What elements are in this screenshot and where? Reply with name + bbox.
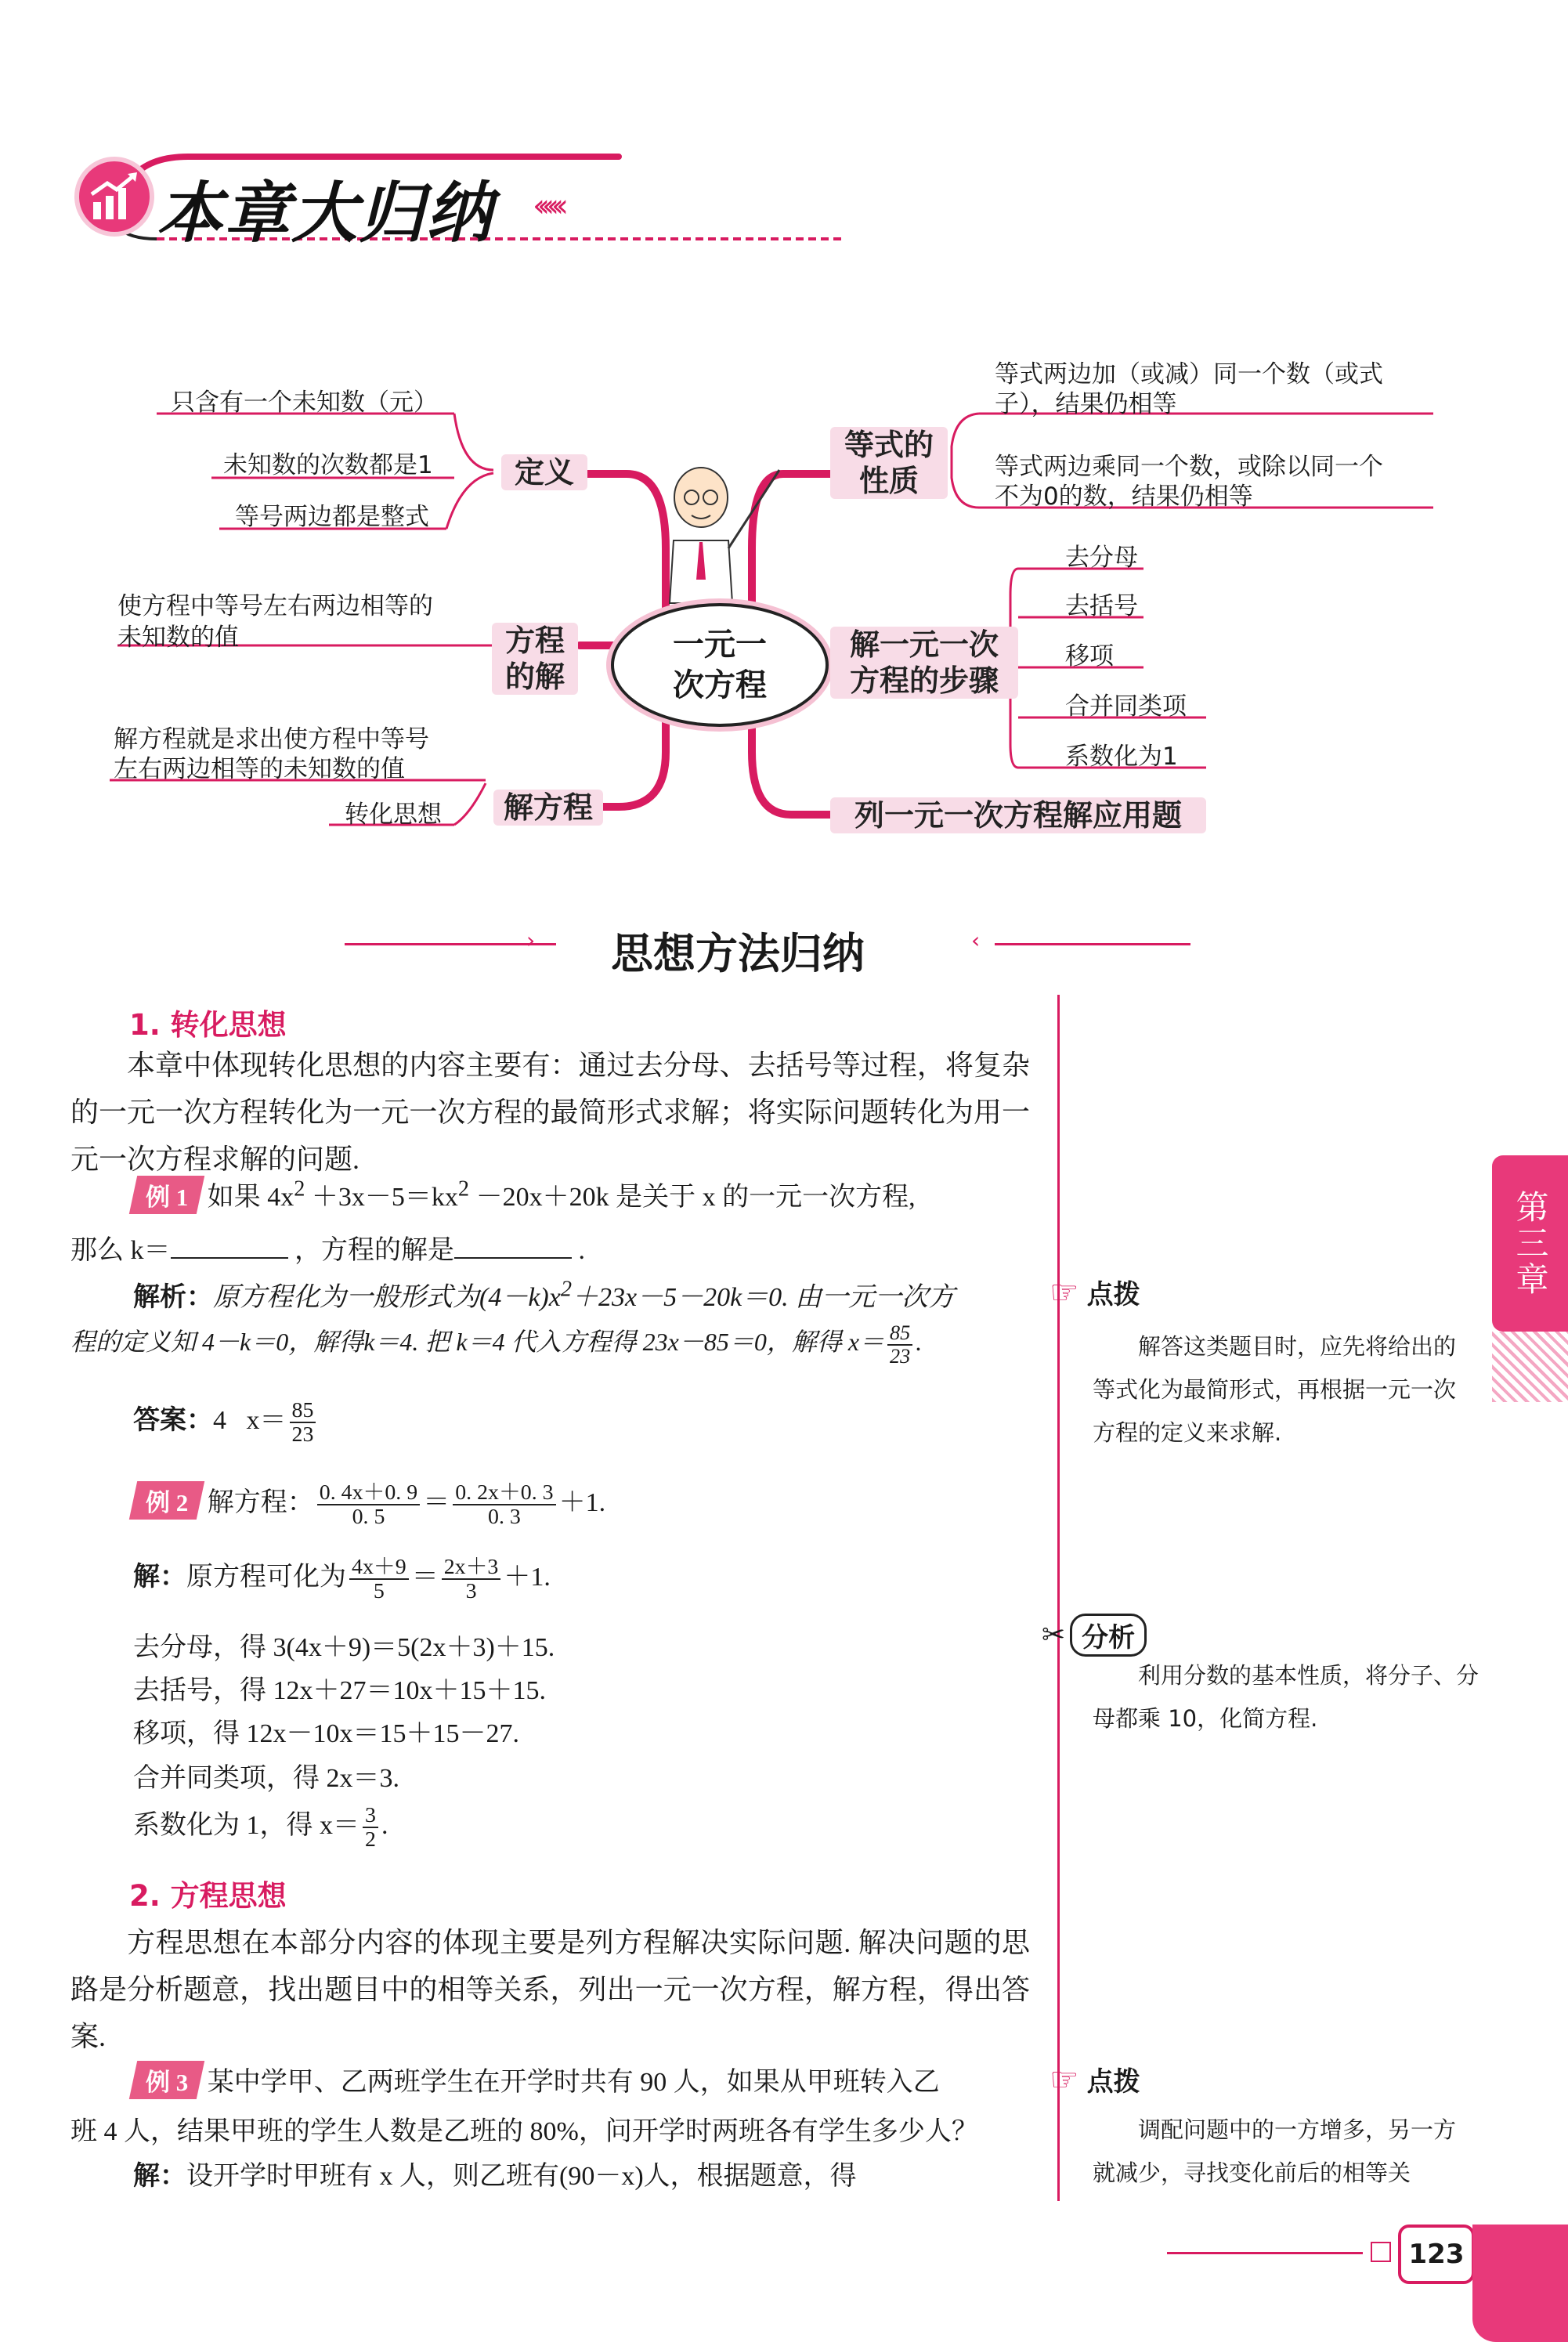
ex3-solution: 解：设开学时甲班有 x 人，则乙班有(90－x)人，根据题意，得	[133, 2162, 857, 2191]
node-steps-label: 解一元一次方程的步骤	[849, 627, 999, 698]
step-item-2: 去括号	[1065, 592, 1138, 620]
section-divider-left	[345, 943, 556, 945]
node-properties	[830, 427, 948, 499]
pointing-hand-icon: ☞	[1050, 1273, 1079, 1311]
chapter-tab-label: 第三章	[1511, 1189, 1550, 1298]
column-divider	[1057, 995, 1060, 2201]
ex3-question-line1: 例 3 某中学甲、乙两班学生在开学时共有 90 人，如果从甲班转入乙	[133, 2060, 940, 2099]
solving-item-3: 转化思想	[345, 801, 442, 829]
fraction-eq-left: $\frac{0. 4x+0. 9}{0. 5}$	[317, 1481, 420, 1529]
node-definition: 定义	[501, 454, 587, 490]
pointing-hand-icon-2: ☞	[1050, 2060, 1079, 2098]
teacher-illustration	[654, 454, 787, 611]
footer-box-icon	[1371, 2242, 1391, 2262]
ex1-question-line2: 那么 k＝ ，方程的解是 .	[70, 1228, 585, 1267]
ex1-solution-line1: 解析：原方程化为一般形式为$(4-k)x^2+23x-5-20k=0$. 由一元一次方	[133, 1277, 956, 1312]
ex3-question-line2: 班 4 人，结果甲班的学生人数是乙班的 80%，问开学时两班各有学生多少人？	[70, 2117, 978, 2146]
node-solution-label: 方程的解	[504, 623, 565, 694]
tip1-header: ☞ 点拨	[1050, 1273, 1140, 1311]
def-item-2: 未知数的次数都是1	[223, 451, 433, 479]
part1-intro: 本章中体现转化思想的内容主要有：通过去分母、去括号等过程，将复杂的一元一次方程转化为一元一次方程的最简形式求解；将实际问题转化为用一元一次方程求解的问题.	[70, 1050, 1030, 1175]
ex2-question: 例 2 解方程： $\frac{0. 4x+0. 9}{0. 5}$ ＝ $\frac{0. 2x+0. 3}{0. 3}$ ＋1.	[133, 1480, 605, 1528]
def-item-1: 只含有一个未知数（元）	[171, 389, 438, 417]
ex1-solution-line2: 程的定义知 4－k＝0，解得k＝4. 把 k＝4 代入方程得 23x－85＝0，解得 x＝ $\frac{85}{23}$ .	[70, 1321, 923, 1368]
ex3-tag: 例 3	[129, 2061, 205, 2099]
node-application: 列一元一次方程解应用题	[830, 797, 1206, 833]
ex2-step-5: 系数化为 1，得 x＝ $\frac{3}{2}$ .	[133, 1802, 388, 1852]
ex1-tag: 例 1	[129, 1176, 205, 1214]
page-number-badge	[1398, 2225, 1475, 2284]
ex2-step-4: 合并同类项，得 2x＝3.	[133, 1764, 399, 1793]
footer-accent	[1472, 2225, 1568, 2342]
solving-item-line1: 解方程就是求出使方程中等号	[114, 725, 429, 754]
fraction-3-2: $\frac{3}{2}$	[363, 1804, 378, 1852]
heading-equation: 2. 方程思想	[129, 1879, 287, 1913]
solution-item-line1: 使方程中等号左右两边相等的	[117, 592, 433, 620]
page-title: 本章大归纳	[157, 175, 494, 251]
node-solution	[492, 623, 578, 695]
tip2-text: 调配问题中的一方增多，另一方就减少，寻找变化前后的相等关	[1093, 2116, 1457, 2186]
node-properties-label: 等式的性质	[844, 428, 934, 498]
arrow-right-icon: ›	[526, 927, 536, 953]
scissors-icon: ✂	[1042, 1619, 1066, 1651]
tip2-header: ☞ 点拨	[1050, 2060, 1140, 2098]
center-node	[611, 603, 829, 727]
step-item-4: 合并同类项	[1065, 692, 1187, 721]
property-1-line2: 子），结果仍相等	[995, 390, 1177, 418]
analysis-header: ✂ 分析	[1042, 1614, 1147, 1657]
property-2-line1: 等式两边乘同一个数，或除以同一个	[995, 453, 1383, 481]
ex2-step-3: 移项，得 12x－10x＝15＋15－27.	[133, 1719, 519, 1748]
solving-item-line2: 左右两边相等的未知数的值	[114, 755, 405, 783]
property-2-line2: 不为0的数，结果仍相等	[995, 482, 1253, 511]
chapter-tab-hatch	[1492, 1332, 1568, 1402]
fraction-simplified-left: $\frac{4x+9}{5}$	[349, 1556, 409, 1603]
ex2-tag: 例 2	[129, 1481, 205, 1520]
ex2-step-1: 去分母，得 3(4x＋9)＝5(2x＋3)＋15.	[133, 1633, 555, 1662]
tip1-text: 解答这类题目时，应先将给出的等式化为最简形式，再根据一元一次方程的定义来求解.	[1093, 1333, 1457, 1446]
answer-blank-1[interactable]	[171, 1234, 288, 1259]
chevrons-icon: ‹‹‹‹‹‹	[533, 188, 561, 224]
page-number: 123	[1408, 2239, 1465, 2270]
step-item-1: 去分母	[1065, 544, 1138, 572]
fraction-85-23: $\frac{85}{23}$	[887, 1322, 912, 1367]
def-item-3: 等号两边都是整式	[235, 503, 429, 531]
ex1-question-line1: 例 1 如果 $4x^2 +3x-5=kx^2 -20x+20k$ 是关于 x 的一元一次方程,	[133, 1175, 916, 1214]
fraction-85-23-answer: $\frac{85}{23}$	[290, 1399, 316, 1447]
footer-rule	[1167, 2252, 1363, 2254]
step-item-3: 移项	[1065, 642, 1114, 670]
chapter-tab	[1492, 1155, 1568, 1332]
analysis-text: 利用分数的基本性质，将分子、分母都乘 10，化简方程.	[1093, 1662, 1479, 1732]
solution-item-line2: 未知数的值	[117, 623, 239, 652]
ex2-step-2: 去括号，得 12x＋27＝10x＋15＋15.	[133, 1676, 546, 1705]
ex2-solution-intro: 解：原方程可化为 $\frac{4x+9}{5}$ ＝ $\frac{2x+3}{3}$ ＋1.	[133, 1554, 551, 1604]
fraction-eq-right: $\frac{0. 2x+0. 3}{0. 3}$	[453, 1481, 555, 1529]
property-1-line1: 等式两边加（或减）同一个数（或式	[995, 360, 1383, 389]
part2-intro: 方程思想在本部分内容的体现主要是列方程解决实际问题. 解决问题的思路是分析题意，找出题目中的相等关系，列出一元一次方程，解方程，得出答案.	[70, 1927, 1030, 2052]
heading-transform: 1. 转化思想	[129, 1008, 287, 1042]
step-item-5: 系数化为1	[1065, 743, 1178, 771]
node-solving: 解方程	[493, 790, 603, 826]
section-divider-right	[995, 943, 1190, 945]
ex1-answer: 答案：4 x＝ $\frac{85}{23}$	[133, 1398, 319, 1446]
section-title: 思想方法归纳	[611, 929, 865, 978]
node-steps	[830, 627, 1018, 699]
fraction-simplified-right: $\frac{2x+3}{3}$	[442, 1556, 501, 1603]
answer-blank-2[interactable]	[454, 1234, 572, 1259]
center-label: 一元一次方程	[673, 627, 767, 703]
arrow-left-icon: ‹	[971, 927, 981, 953]
